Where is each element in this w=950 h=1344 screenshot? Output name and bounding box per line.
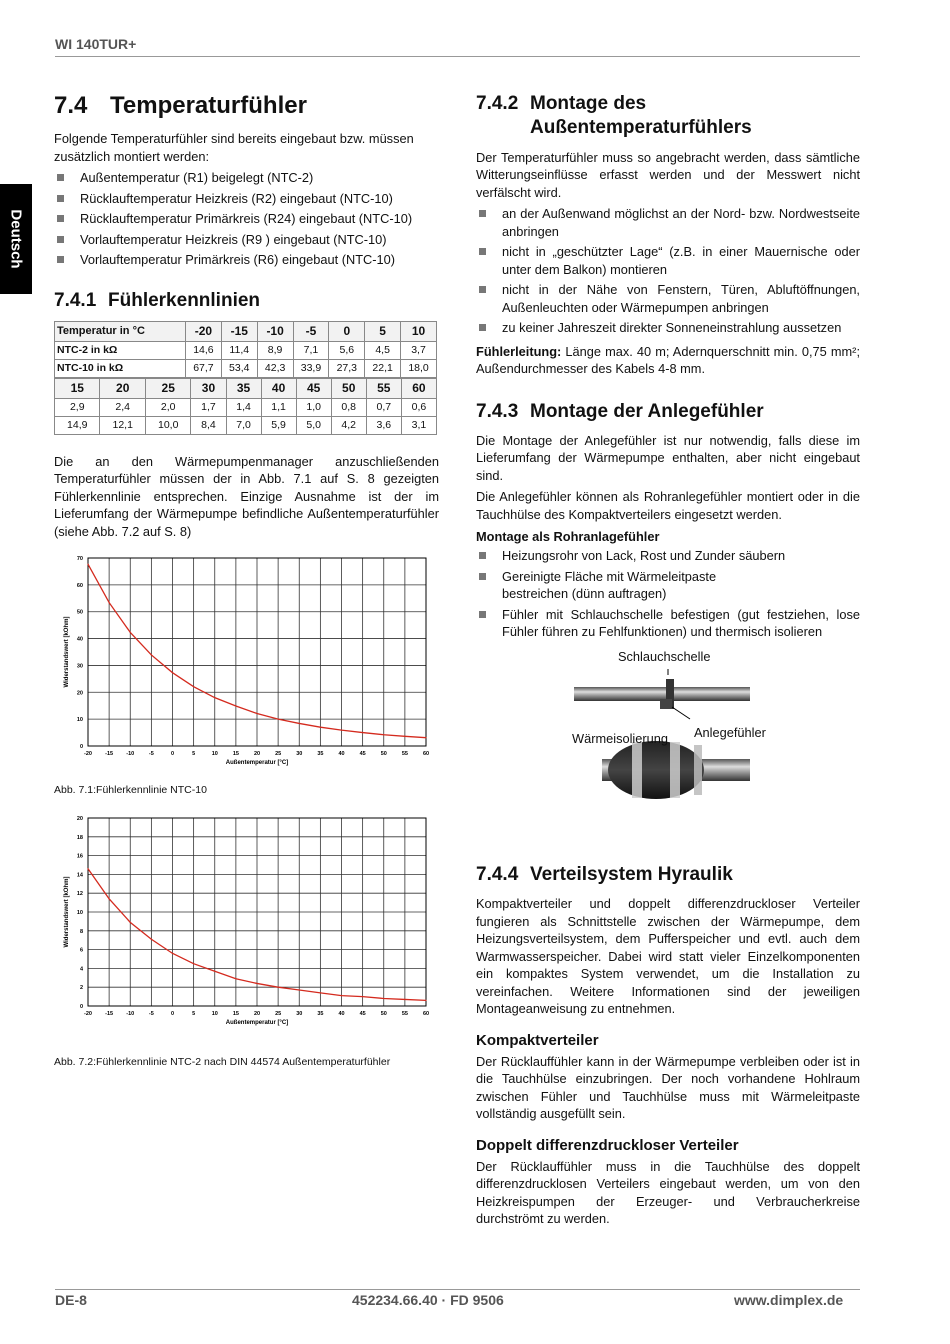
table-cell: 5 (365, 321, 401, 341)
s743-subheading: Montage als Rohranlagefühler (476, 529, 660, 545)
x-tick-label: -10 (126, 751, 135, 757)
table-row (55, 321, 437, 341)
data-point (235, 978, 236, 979)
table-row (55, 378, 437, 398)
list-item: nicht in „geschützter Lage“ (z.B. in einer Mauernische oder unter dem Balkon) montieren (476, 243, 860, 278)
y-tick-label: 60 (76, 582, 83, 589)
table-cell: 20 (100, 378, 145, 398)
bullet-square-icon (479, 573, 486, 580)
table-cell: 55 (366, 378, 401, 398)
bullet-square-icon (479, 286, 486, 293)
y-tick-label: 18 (76, 834, 83, 841)
section-number: 7.4.3 (476, 400, 519, 422)
x-tick-label: 15 (232, 1011, 239, 1017)
data-point (214, 971, 215, 972)
figure-caption-2: Abb. 7.2:Fühlerkennlinie NTC-2 nach DIN 44574 Außentemperaturfühler (54, 1056, 391, 1068)
section-number: 7.4.1 (54, 289, 97, 311)
language-tab-label: Deutsch (7, 209, 25, 269)
table-cell: 35 (226, 378, 261, 398)
table-cell: 53,4 (221, 359, 257, 377)
bullet-square-icon (479, 210, 486, 217)
y-tick-label: 0 (79, 744, 83, 750)
x-tick-label: 40 (338, 751, 345, 757)
data-point (130, 632, 131, 633)
table-cell: 40 (261, 378, 296, 398)
table-cell: 2,9 (55, 398, 100, 416)
x-tick-label: 50 (380, 751, 387, 757)
y-tick-label: 10 (76, 717, 83, 724)
bullet-square-icon (57, 174, 64, 181)
pipe-sensor-illustration (476, 649, 860, 829)
table-cell: 22,1 (365, 359, 401, 377)
s742-intro: Der Temperaturfühler muss so angebracht werden, dass sämtliche Witterungseinflüsse erfasst werden und der Messwert nicht verfälscht wird. (476, 149, 860, 200)
data-point (214, 697, 215, 698)
x-tick-label: 60 (422, 1011, 430, 1017)
s743-p2: Die Anlegefühler können als Rohranlegefühler montiert oder in die Tauchhülse des Kompaktverteilers eingesetzt werden. (476, 489, 860, 522)
bullet-square-icon (479, 248, 486, 255)
table-cell: 5,6 (329, 341, 365, 359)
x-tick-label: -5 (148, 751, 154, 757)
data-point (320, 992, 321, 993)
header-divider (55, 56, 860, 57)
footer-doc-number: 452234.66.40 · FD 9506 (352, 1292, 504, 1308)
table-cell: 5,9 (261, 416, 296, 434)
table-cell: NTC-2 in kΩ (55, 341, 186, 359)
table-cell: 45 (296, 378, 331, 398)
label-line (672, 707, 690, 719)
table-cell: 1,0 (296, 398, 331, 416)
list-item: Fühler mit Schlauchschelle befestigen (gut festziehen, lose Fühler führen zu Fehlfunktionen) und thermisch isolieren (476, 606, 860, 641)
label-anlegefuehler: Anlegefühler (694, 724, 766, 740)
sensor-table (54, 321, 437, 378)
contact-sensor-small (660, 699, 672, 709)
table-cell: 1,1 (261, 398, 296, 416)
section-title: Fühlerkennlinien (108, 289, 261, 311)
table-cell: 0,6 (401, 398, 436, 416)
table-cell: 0 (329, 321, 365, 341)
table-cell: 4,5 (365, 341, 401, 359)
data-point (425, 737, 426, 738)
x-tick-label: 60 (422, 751, 430, 757)
data-point (235, 705, 236, 706)
fuehler-text: Länge max. 40 m; Adernquerschnitt min. 0,75 mm²; Außendurchmesser des Kabels 4-8 mm. (476, 343, 860, 377)
data-point (404, 736, 405, 737)
list-item: Außentemperatur (R1) beigelegt (NTC-2) (54, 169, 439, 187)
data-point (383, 734, 384, 735)
table-cell: Temperatur in °C (55, 321, 186, 341)
table-cell: 67,7 (186, 359, 222, 377)
x-tick-label: 25 (275, 751, 282, 757)
table-cell: 10,0 (145, 416, 190, 434)
table-cell: 2,4 (100, 398, 145, 416)
x-tick-label: 20 (253, 1011, 261, 1017)
table-cell: 7,1 (293, 341, 329, 359)
section-number: 7.4.2 (476, 93, 519, 114)
data-point (193, 686, 194, 687)
data-point (172, 672, 173, 673)
verteiler-heading: Doppelt differenzdruckloser Verteiler (476, 1136, 739, 1154)
list-item: nicht in der Nähe von Fenstern, Türen, Abluftöffnungen, Außenleuchten oder Wärmepumpen anbringen (476, 281, 860, 316)
y-tick-label: 2 (79, 985, 83, 992)
y-tick-label: 50 (76, 609, 83, 616)
y-tick-label: 20 (76, 690, 83, 697)
section-title: Montage der Anlegefühler (530, 400, 764, 422)
section-heading-7-4 (54, 92, 439, 120)
data-point (151, 654, 152, 655)
table-cell: 25 (145, 378, 190, 398)
table-row (55, 341, 437, 359)
section-title: Montage des (530, 93, 647, 114)
section-heading-7-4-2 (476, 92, 860, 141)
verteiler-para: Der Rücklauffühler muss in die Tauchhülse des doppelt differenzdrucklosen Verteilers eingebaut werden, um von den Heizkreispumpen der Erzeuger- und Verbraucherkreise durchströmt zu werden. (476, 1158, 860, 1227)
x-tick-label: 10 (211, 1011, 218, 1017)
s742-list (476, 205, 860, 337)
bullet-square-icon (57, 195, 64, 202)
list-item: Heizungsrohr von Lack, Rost und Zunder säubern (476, 547, 860, 565)
fuehler-label: Fühlerleitung: (476, 343, 562, 359)
bullet-square-icon (479, 552, 486, 559)
x-tick-label: 5 (192, 1011, 196, 1017)
x-tick-label: 10 (211, 751, 218, 757)
chart-ntc10 (54, 552, 439, 772)
header-title: WI 140TUR+ (55, 36, 137, 52)
section-title: Verteilsystem Hyraulik (530, 863, 733, 885)
list-item: Rücklauftemperatur Heizkreis (R2) eingebaut (NTC-10) (54, 190, 439, 208)
data-point (256, 983, 257, 984)
table-cell: -20 (186, 321, 222, 341)
table-cell: -15 (221, 321, 257, 341)
y-tick-label: 70 (76, 556, 83, 562)
section-number: 7.4 (54, 92, 88, 119)
x-tick-label: 0 (170, 1011, 175, 1017)
x-tick-label: 50 (380, 1011, 387, 1017)
y-tick-label: 14 (76, 872, 83, 879)
y-tick-label: 30 (76, 663, 83, 670)
table-cell: 33,9 (293, 359, 329, 377)
data-point (87, 564, 88, 565)
section-title-line2: Außentemperaturfühlers (530, 117, 752, 139)
table-cell: NTC-10 in kΩ (55, 359, 186, 377)
bullet-square-icon (57, 256, 64, 263)
x-tick-label: 30 (296, 1011, 303, 1017)
section-heading-7-4-3 (476, 400, 860, 424)
label-waermeisolierung: Wärmeisolierung (572, 730, 669, 746)
table-cell: 0,7 (366, 398, 401, 416)
y-axis-label: Widerstandswert [kOhm] (64, 876, 70, 948)
data-point (362, 732, 363, 733)
footer-page-number: DE-8 (55, 1292, 87, 1308)
table-cell: 1,7 (191, 398, 226, 416)
table-cell: 42,3 (257, 359, 293, 377)
x-tick-label: 35 (317, 1011, 324, 1017)
s743-p1: Die Montage der Anlegefühler ist nur notwendig, falls diese im Lieferumfang der Wärmepumpe enthalten, aber nicht eingebaut sind. (476, 432, 860, 483)
table-cell: 14,9 (55, 416, 100, 434)
list-item: Rücklauftemperatur Primärkreis (R24) eingebaut (NTC-10) (54, 210, 439, 228)
bullet-square-icon (479, 611, 486, 618)
x-tick-label: -5 (148, 1011, 154, 1017)
table-cell: 10 (401, 321, 437, 341)
y-tick-label: 20 (76, 816, 83, 822)
table-row (55, 398, 437, 416)
list-item: an der Außenwand möglichst an der Nord- bzw. Nordwestseite anbringen (476, 205, 860, 240)
table-cell: 3,7 (401, 341, 437, 359)
table-cell: 7,0 (226, 416, 261, 434)
y-tick-label: 4 (79, 966, 83, 973)
table-cell: 5,0 (296, 416, 331, 434)
fuehler-spec (476, 343, 860, 378)
insulation-band (670, 742, 680, 798)
y-tick-label: 16 (76, 853, 83, 860)
data-point (341, 995, 342, 996)
x-tick-label: 55 (401, 751, 408, 757)
section-heading-7-4-1 (54, 289, 439, 313)
table-cell: 18,0 (401, 359, 437, 377)
y-tick-label: 0 (79, 1004, 83, 1010)
x-tick-label: 5 (192, 751, 196, 757)
table-cell: 1,4 (226, 398, 261, 416)
x-tick-label: -10 (126, 1011, 135, 1017)
data-point (320, 727, 321, 728)
insulation-band (632, 742, 642, 798)
s743-list (476, 547, 860, 641)
data-point (109, 602, 110, 603)
x-axis-label: Außentemperatur [°C] (225, 760, 289, 766)
intro-text: Folgende Temperaturfühler sind bereits eingebaut bzw. müssen zusätzlich montiert werden: (54, 131, 414, 164)
x-tick-label: 45 (359, 1011, 366, 1017)
table-cell: 2,0 (145, 398, 190, 416)
data-point (299, 723, 300, 724)
table-cell: 0,8 (331, 398, 366, 416)
section-title: Temperaturfühler (110, 92, 307, 119)
language-tab (0, 184, 32, 294)
figure-caption-1: Abb. 7.1:Fühlerkennlinie NTC-10 (54, 784, 207, 796)
data-point (341, 730, 342, 731)
chart-ntc2 (54, 812, 439, 1032)
table-cell: 27,3 (329, 359, 365, 377)
x-tick-label: 55 (401, 1011, 408, 1017)
y-tick-label: 12 (76, 891, 83, 898)
table-cell: 3,1 (401, 416, 436, 434)
insulation-sleeve (608, 741, 704, 799)
bullet-square-icon (57, 215, 64, 222)
data-point (109, 898, 110, 899)
table-cell: 14,6 (186, 341, 222, 359)
data-point (193, 963, 194, 964)
y-axis-label: Widerstandswert [kOhm] (64, 616, 70, 688)
label-schlauchschelle: Schlauchschelle (618, 648, 711, 664)
x-tick-label: -20 (84, 751, 92, 757)
table-cell: -10 (257, 321, 293, 341)
table-cell: 30 (191, 378, 226, 398)
table-cell: 60 (401, 378, 436, 398)
footer-url: www.dimplex.de (734, 1292, 844, 1308)
footer-divider (55, 1289, 860, 1290)
right-column (476, 92, 860, 1232)
data-point (172, 953, 173, 954)
bullet-square-icon (57, 236, 64, 243)
table-row (55, 359, 437, 377)
data-point (278, 987, 279, 988)
upper-pipe (574, 687, 750, 701)
y-tick-label: 10 (76, 910, 83, 916)
list-item: Vorlauftemperatur Primärkreis (R6) eingebaut (NTC-10) (54, 251, 439, 269)
insulation-band (694, 745, 702, 795)
section-number: 7.4.4 (476, 863, 519, 885)
x-tick-label: 0 (170, 751, 175, 757)
x-tick-label: 40 (338, 1011, 345, 1017)
x-axis-label: Außentemperatur [°C] (225, 1020, 289, 1026)
sensor-list (54, 169, 439, 269)
sensor-para: Die an den Wärmepumpenmanager anzuschließenden Temperaturfühler müssen der in Abb. 7.1 auf S. 8 gezeigten Fühlerkennlinie entsprechen. Einzige Ausnahme ist der im Lieferumfang der Wärmepumpe befindliche Außentemperaturfühler (siehe Abb. 7.2 auf S. 8) (54, 453, 439, 539)
x-tick-label: 15 (232, 751, 239, 757)
table-cell: 4,2 (331, 416, 366, 434)
table-cell: 50 (331, 378, 366, 398)
left-column (54, 92, 439, 544)
data-point (362, 996, 363, 997)
x-tick-label: 35 (317, 751, 324, 757)
x-tick-label: -20 (84, 1011, 92, 1017)
x-tick-label: 45 (359, 751, 366, 757)
section-heading-7-4-4 (476, 863, 860, 887)
data-point (425, 1000, 426, 1001)
list-item: zu keiner Jahreszeit direkter Sonneneinstrahlung aussetzen (476, 319, 860, 337)
data-point (87, 868, 88, 869)
table-cell: 3,6 (366, 416, 401, 434)
list-item: Gereinigte Fläche mit Wärmeleitpaste bestreichen (dünn auftragen) (476, 568, 860, 603)
table-cell: 12,1 (100, 416, 145, 434)
x-tick-label: 30 (296, 751, 303, 757)
x-tick-label: -15 (105, 1011, 114, 1017)
bullet-square-icon (479, 324, 486, 331)
data-point (278, 719, 279, 720)
x-tick-label: 20 (253, 751, 261, 757)
table-cell: 8,9 (257, 341, 293, 359)
data-point (151, 939, 152, 940)
table-cell: 11,4 (221, 341, 257, 359)
y-tick-label: 8 (79, 928, 83, 935)
table-row (55, 416, 437, 434)
table-cell: 15 (55, 378, 100, 398)
s744-para: Kompaktverteiler und doppelt differenzdruckloser Verteiler fungieren als Schnittstelle zwischen der Wärmepumpe, dem Heizungsverteilsystem, dem Pufferspeicher und evtl. auch dem Warmwasserspeicher. Dabei wird statt vieler Einzelkomponenten ein kompaktes System verwendet, um die Installation zu vereinfachen. Weitere Informationen sind der jeweiligen Montageanweisung zu entnehmen. (476, 896, 860, 1017)
x-tick-label: 25 (275, 1011, 282, 1017)
data-point (130, 922, 131, 923)
list-item: Vorlauftemperatur Heizkreis (R9 ) eingebaut (NTC-10) (54, 231, 439, 249)
data-point (256, 713, 257, 714)
table-cell: 8,4 (191, 416, 226, 434)
y-tick-label: 40 (76, 636, 83, 643)
y-tick-label: 6 (79, 947, 83, 954)
kompaktverteiler-heading: Kompaktverteiler (476, 1031, 599, 1049)
data-point (299, 989, 300, 990)
x-tick-label: -15 (105, 751, 114, 757)
data-point (404, 999, 405, 1000)
sensor-table-continued (54, 378, 437, 435)
data-point (383, 998, 384, 999)
table-cell: -5 (293, 321, 329, 341)
kompaktverteiler-para: Der Rücklauffühler kann in der Wärmepumpe verbleiben oder ist in die Tauchhülse einzubringen. Der noch vorhandene Hohlraum zwischen Fühler und Tauchhülse muss mit Wärmeleitpaste vollständig ausgefüllt sein. (476, 1053, 860, 1122)
